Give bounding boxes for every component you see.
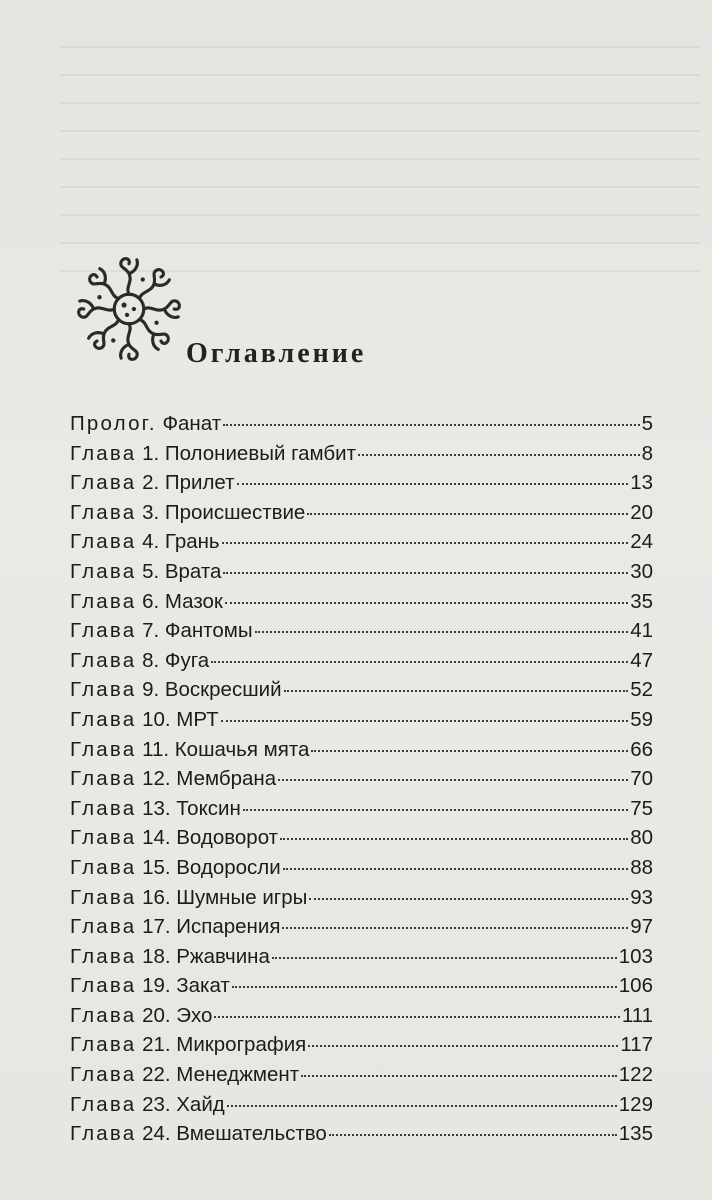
dot-leader [307,513,628,515]
toc-entry-page: 106 [618,974,653,998]
toc-entry-title: Глава 13. Токсин [70,796,241,820]
toc-entry-title: Глава 10. МРТ [70,707,219,731]
toc-entry-page: 47 [630,648,653,672]
toc-entry [70,1093,653,1123]
toc-entry [70,886,653,916]
dot-leader [237,483,629,485]
toc-entry [70,974,653,1004]
toc-entry-page: 52 [630,678,653,702]
toc-entry-page: 122 [618,1063,653,1087]
toc-entry [70,619,653,649]
dot-leader [214,1016,619,1018]
toc-entry [70,649,653,679]
toc-entry [70,1004,653,1034]
dot-leader [225,602,628,604]
toc-entry-page: 80 [630,826,653,850]
dot-leader [223,572,628,574]
toc-entry [70,530,653,560]
toc-entry-title: Глава 8. Фуга [70,648,210,672]
toc-entry [70,412,653,442]
toc-entry-page: 129 [618,1092,653,1116]
toc-entry-title: Глава 4. Грань [70,530,220,554]
toc-entry-title: Глава 6. Мазок [70,589,223,613]
toc-entry-page: 41 [630,619,653,643]
toc-entry [70,590,653,620]
toc-entry [70,678,653,708]
toc-entry-title: Глава 11. Кошачья мята [70,737,310,761]
table-of-contents [70,412,653,1152]
toc-entry-page: 75 [630,796,653,820]
dot-leader [329,1134,617,1136]
toc-entry-title: Глава 21. Микрография [70,1033,307,1057]
toc-entry-page: 135 [618,1122,653,1146]
toc-entry [70,501,653,531]
toc-entry-page: 70 [630,767,653,791]
toc-entry-title: Глава 24. Вмешательство [70,1122,327,1146]
toc-entry-page: 59 [630,707,653,731]
toc-entry [70,767,653,797]
toc-entry-title: Глава 12. Мембрана [70,767,277,791]
toc-entry-title: Глава 17. Испарения [70,915,281,939]
dot-leader [283,868,628,870]
dot-leader [280,838,628,840]
toc-entry-title: Глава 5. Врата [70,559,222,583]
toc-entry-page: 8 [641,441,653,465]
dot-leader [278,779,628,781]
virus-ornament-icon [70,250,188,368]
toc-entry-page: 20 [630,500,653,524]
dot-leader [221,720,629,722]
dot-leader [222,542,629,544]
toc-entry-page: 93 [630,885,653,909]
page-title: Оглавление [186,338,367,369]
dot-leader [227,1105,617,1107]
dot-leader [284,690,629,692]
toc-entry-page: 30 [630,559,653,583]
toc-entry [70,945,653,975]
toc-entry [70,1122,653,1152]
dot-leader [232,986,617,988]
dot-leader [211,661,628,663]
toc-entry-title: Глава 7. Фантомы [70,619,253,643]
toc-entry-title: Глава 16. Шумные игры [70,885,308,909]
toc-entry-title: Глава 14. Водоворот [70,826,279,850]
toc-entry-title: Глава 23. Хайд [70,1092,225,1116]
toc-entry-title: Глава 3. Происшествие [70,500,306,524]
toc-entry [70,826,653,856]
toc-entry [70,1033,653,1063]
toc-entry-title: Пролог. Фанат [70,412,222,435]
dot-leader [309,898,628,900]
toc-entry [70,915,653,945]
toc-entry-page: 35 [630,589,653,613]
dot-leader [308,1045,618,1047]
toc-entry-title: Глава 19. Закат [70,974,230,998]
dot-leader [311,750,628,752]
toc-entry-page: 111 [621,1003,653,1027]
dot-leader [255,631,629,633]
toc-entry-page: 66 [630,737,653,761]
toc-entry-title: Глава 2. Прилет [70,471,235,495]
dot-leader [282,927,628,929]
toc-entry-title: Глава 9. Воскресший [70,678,282,702]
toc-entry-page: 97 [630,915,653,939]
toc-entry-title: Глава 1. Полониевый гамбит [70,441,356,465]
toc-entry [70,1063,653,1093]
toc-entry [70,708,653,738]
toc-entry-title: Глава 15. Водоросли [70,855,281,879]
toc-entry-page: 103 [618,944,653,968]
toc-entry [70,738,653,768]
toc-entry-page: 24 [630,530,653,554]
toc-entry-title: Глава 22. Менеджмент [70,1063,300,1087]
toc-entry [70,471,653,501]
dot-leader [243,809,628,811]
toc-entry-page: 13 [630,471,653,495]
toc-entry [70,797,653,827]
toc-entry [70,560,653,590]
dot-leader [358,454,640,456]
toc-entry-title: Глава 18. Ржавчина [70,944,270,968]
dot-leader [223,424,640,426]
toc-entry-page: 5 [641,412,653,435]
dot-leader [301,1075,617,1077]
dot-leader [272,957,617,959]
toc-entry [70,442,653,472]
toc-entry [70,856,653,886]
toc-entry-title: Глава 20. Эхо [70,1003,213,1027]
toc-entry-page: 88 [630,855,653,879]
toc-entry-page: 117 [620,1033,653,1057]
